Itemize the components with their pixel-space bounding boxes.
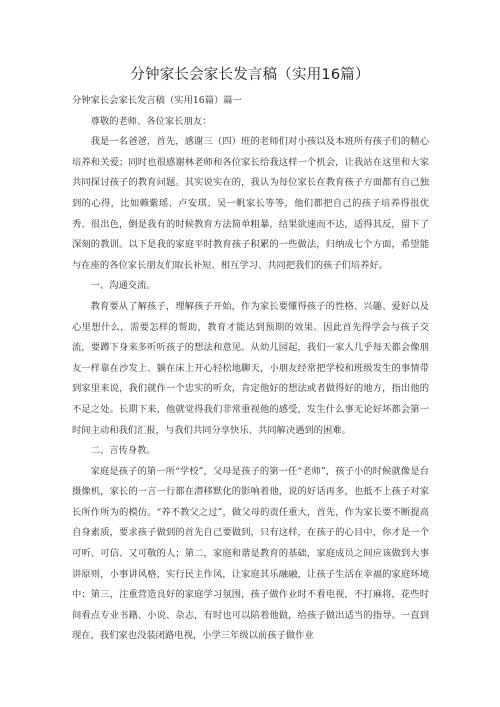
salutation: 尊敬的老师、各位家长朋友： xyxy=(90,115,212,127)
section-heading: 一、沟通交流。 xyxy=(90,280,156,292)
paragraph: 家庭是孩子的第一所“学校”，父母是孩子的第一任“老师”，孩子小的时候就像是台摄像机，家长的一言一行都在潜移默化的影响着他，说的好话再多，也抵不上孩子对家长所作所为的模仿。“养不教父之过”，做父母的责任重大，首先，作为家长要不断提高自身素质，要求孩子做到的首先自己要做到，只有这样，在孩子的心目中，你才是一个可听、可信、又可敬的人；第二，家庭和谐是教育的基础，家庭成员之间应该做到大事讲原则，小事讲风格，实行民主作风，让家庭其乐融融，让孩子生活在幸福的家庭环境中；第三，注重营造良好的家庭学习氛围，孩子做作业时不看电视，不打麻将，花些时间看点专业书籍、小说、杂志，有时也可以陪着他做，给孩子做出适当的指导。一直到现在，我们家也没装闭路电视，小学三年级以前孩子做作业 xyxy=(72,465,429,642)
document-subtitle: 分钟家长会家长发言稿（实用16篇）篇一 xyxy=(72,95,242,106)
paragraph: 我是一名爸爸，首先，感谢三（四）班的老师们对小孩以及本班所有孩子们的精心培养和关爱；同时也很感谢林老师和各位家长给我这样一个机会，让我站在这里和大家共同探讨孩子的教育问题。其实说实在的，我认为每位家长在教育孩子方面都有自己独到的心得，比如赖紫瑶、卢安琪、吴一帆家长等等，他们都把自己的孩子培养得很优秀、很出色，倒是我有的时候教育方法简单粗暴，结果欲速而不达，适得其反，留下了深刻的教训。以下是我的家庭平时教育孩子积累的一些做法，归纳成七个方面，希望能与在座的各位家长朋友们取长补短、相互学习、共同把我们的孩子们培养好。 xyxy=(72,136,429,271)
paragraph: 教育要从了解孩子，理解孩子开始，作为家长要懂得孩子的性格、兴趣、爱好以及心里想什么，需要怎样的帮助，教育才能达到预期的效果。因此首先得学会与孩子交流，要蹲下身来多听听孩子的想法和意见。从幼儿园起，我们一家人几乎每天都会像朋友一样靠在沙发上、躺在床上开心轻松地聊天，小朋友经常把学校和班级发生的事情带到家里来说，我们就作一个忠实的听众，肯定他好的想法或者做得好的地方，指出他的不足之处。长期下来，他就觉得我们非常重视他的感受，发生什么事无论好坏都会第一时间主动和我们汇报，与我们共同分享快乐、共同解决遇到的困难。 xyxy=(72,300,429,436)
document-body xyxy=(72,91,429,647)
document-title: 分钟家长会家长发言稿（实用16篇） xyxy=(130,67,370,83)
section-heading: 二、言传身教。 xyxy=(90,445,156,457)
